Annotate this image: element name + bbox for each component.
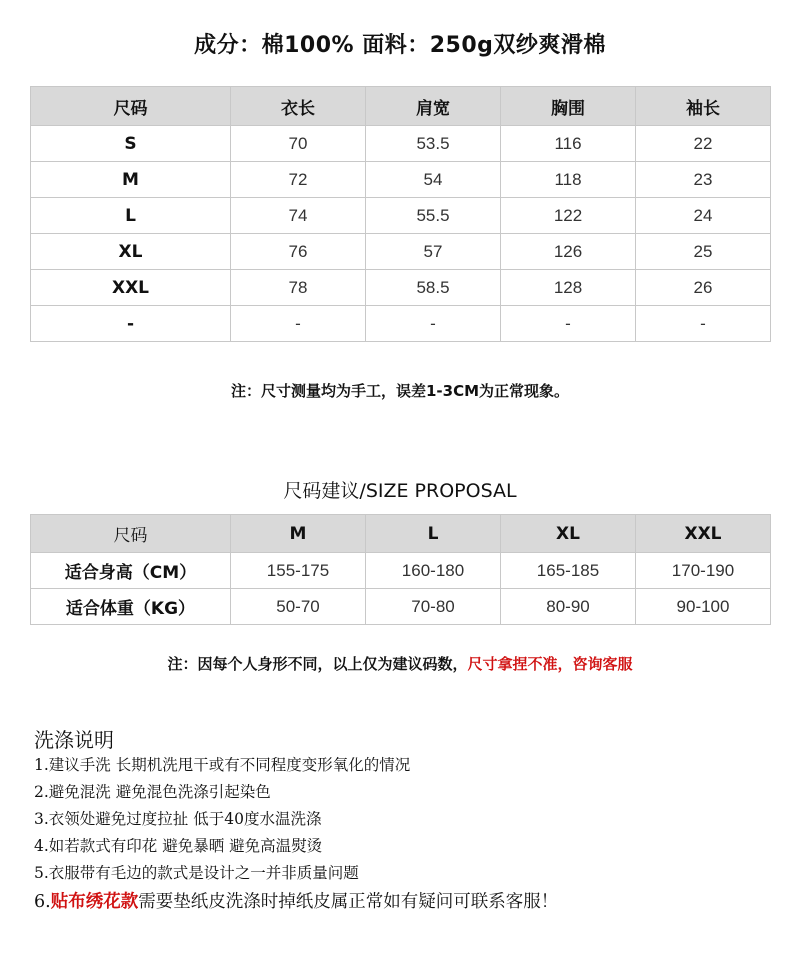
recommend-header-cell: M bbox=[231, 515, 366, 553]
size-header-cell: 肩宽 bbox=[366, 87, 501, 126]
table-cell: 22 bbox=[636, 126, 771, 162]
size-label-cell: XXL bbox=[31, 270, 231, 306]
table-cell: 165-185 bbox=[501, 553, 636, 589]
list-item-text: 需要垫纸皮洗涤时掉纸皮属正常如有疑问可联系客服！ bbox=[138, 892, 559, 912]
table-cell: 80-90 bbox=[501, 589, 636, 625]
table-cell: - bbox=[231, 306, 366, 342]
recommend-header-row bbox=[31, 515, 771, 553]
list-item: 5.衣服带有毛边的款式是设计之一并非质量问题 bbox=[34, 864, 359, 882]
table-row bbox=[31, 270, 771, 306]
washing-instructions-list bbox=[34, 752, 558, 917]
height-label-cell: 适合身高（CM） bbox=[31, 553, 231, 589]
list-item: 4.如若款式有印花 避免暴晒 避免高温熨烫 bbox=[34, 837, 323, 855]
recommend-header-cell: 尺码 bbox=[31, 515, 231, 553]
recommend-header-cell: L bbox=[366, 515, 501, 553]
table-row bbox=[31, 306, 771, 342]
table-row bbox=[31, 234, 771, 270]
list-item: 2.避免混洗 避免混色洗涤引起染色 bbox=[34, 783, 271, 801]
table-cell: 126 bbox=[501, 234, 636, 270]
table-cell: 24 bbox=[636, 198, 771, 234]
size-label-cell: XL bbox=[31, 234, 231, 270]
table-cell: 78 bbox=[231, 270, 366, 306]
table-cell: 54 bbox=[366, 162, 501, 198]
list-item: 3.衣领处避免过度拉扯 低于40度水温洗涤 bbox=[34, 810, 322, 828]
table-cell: 50-70 bbox=[231, 589, 366, 625]
table-row bbox=[31, 589, 771, 625]
table-cell: 160-180 bbox=[366, 553, 501, 589]
washing-instructions-title: 洗涤说明 bbox=[34, 728, 114, 752]
size-table-header-row bbox=[31, 87, 771, 126]
list-item: 1.建议手洗 长期机洗甩干或有不同程度变形氧化的情况 bbox=[34, 756, 411, 774]
table-cell: 55.5 bbox=[366, 198, 501, 234]
composition-title: 成分：棉100% 面料：250g双纱爽滑棉 bbox=[194, 33, 606, 58]
size-header-cell: 衣长 bbox=[231, 87, 366, 126]
table-cell: 70 bbox=[231, 126, 366, 162]
table-row bbox=[31, 198, 771, 234]
size-label-cell: L bbox=[31, 198, 231, 234]
size-header-cell: 尺码 bbox=[31, 87, 231, 126]
list-item-number: 6. bbox=[34, 892, 51, 912]
table-cell: 116 bbox=[501, 126, 636, 162]
table-row bbox=[31, 162, 771, 198]
table-cell: - bbox=[636, 306, 771, 342]
size-header-cell: 胸围 bbox=[501, 87, 636, 126]
contact-service-highlight: 尺寸拿捏不准，咨询客服 bbox=[467, 655, 633, 673]
list-item bbox=[34, 887, 558, 917]
table-cell: 128 bbox=[501, 270, 636, 306]
fit-advice-text: 注：因每个人身形不同，以上仅为建议码数， bbox=[167, 655, 468, 673]
table-cell: 70-80 bbox=[366, 589, 501, 625]
table-cell: 118 bbox=[501, 162, 636, 198]
measurement-note: 注：尺寸测量均为手工，误差1-3CM为正常现象。 bbox=[230, 382, 570, 400]
fit-advice-note bbox=[0, 653, 800, 674]
table-cell: - bbox=[501, 306, 636, 342]
weight-label-cell: 适合体重（KG） bbox=[31, 589, 231, 625]
recommend-header-cell: XL bbox=[501, 515, 636, 553]
table-cell: 23 bbox=[636, 162, 771, 198]
embroidery-style-highlight: 贴布绣花款 bbox=[50, 892, 139, 912]
size-header-cell: 袖长 bbox=[636, 87, 771, 126]
table-cell: 76 bbox=[231, 234, 366, 270]
table-cell: 53.5 bbox=[366, 126, 501, 162]
table-cell: 170-190 bbox=[636, 553, 771, 589]
table-cell: 72 bbox=[231, 162, 366, 198]
size-label-cell: S bbox=[31, 126, 231, 162]
table-row bbox=[31, 126, 771, 162]
table-cell: 90-100 bbox=[636, 589, 771, 625]
table-cell: 57 bbox=[366, 234, 501, 270]
table-cell: 74 bbox=[231, 198, 366, 234]
recommend-header-cell: XXL bbox=[636, 515, 771, 553]
table-cell: 122 bbox=[501, 198, 636, 234]
table-cell: 58.5 bbox=[366, 270, 501, 306]
size-label-cell: - bbox=[31, 306, 231, 342]
table-cell: 25 bbox=[636, 234, 771, 270]
size-recommendation-table bbox=[30, 514, 771, 625]
table-cell: 26 bbox=[636, 270, 771, 306]
table-cell: - bbox=[366, 306, 501, 342]
table-row bbox=[31, 553, 771, 589]
table-cell: 155-175 bbox=[231, 553, 366, 589]
size-chart-table bbox=[30, 86, 771, 342]
size-label-cell: M bbox=[31, 162, 231, 198]
size-proposal-title: 尺码建议/SIZE PROPOSAL bbox=[283, 480, 517, 502]
